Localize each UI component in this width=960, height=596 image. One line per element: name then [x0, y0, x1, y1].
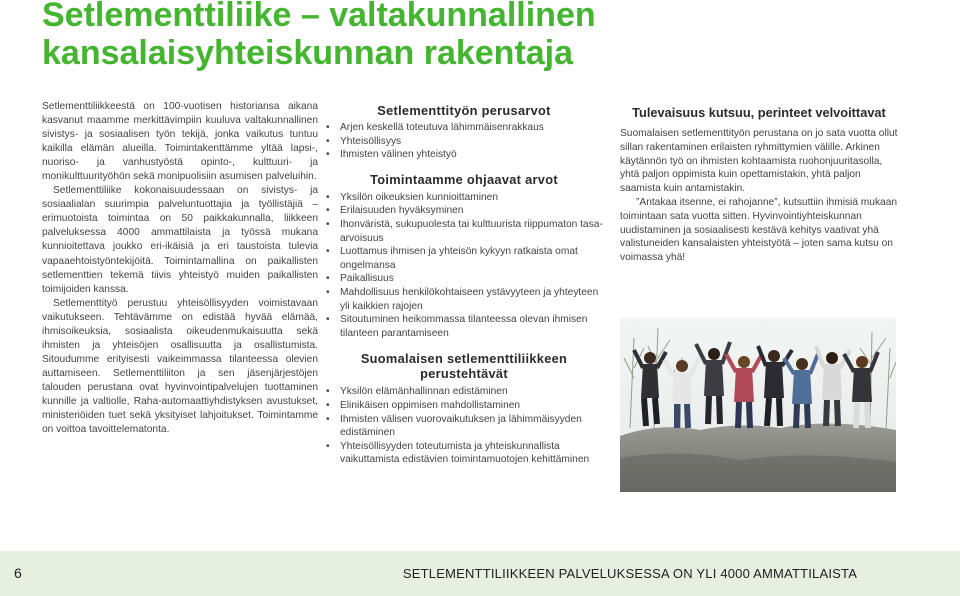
list-item: • Sitoutuminen heikommassa tilanteessa olevan ihmisen tilanteen parantamiseen	[324, 313, 604, 340]
list-item: • Elinikäisen oppimisen mahdollistaminen	[324, 399, 604, 413]
list-item: • Ihmisten välisen vuorovaikutuksen ja lähimmäisyyden edistäminen	[324, 413, 604, 440]
list-item: • Ihmisten välinen yhteistyö	[324, 148, 604, 162]
group-jumping-photo	[620, 318, 896, 492]
list-item: • Yhteisöllisyyden toteutumista ja yhteiskunnallista vaikuttamista edistävien toimintamuotojen kehittäminen	[324, 440, 604, 467]
principles-list	[324, 191, 604, 341]
values-heading: Setlementtityön perusarvot	[377, 103, 551, 118]
future-paragraph-1: Suomalaisen setlementtityön perustana on jo sata vuotta ollut sillan rakentaminen erilaisten ryhmittymien välille. Arkinen käytännön työ on ihmisten kohtaamista ruohonjuuritasolla, yhtä paljon oppimista kuin opettamistakin, yhtä paljon saamista kuin antamistakin.	[620, 128, 898, 195]
tasks-list	[324, 385, 604, 467]
intro-column	[42, 100, 318, 437]
footer-caption: SETLEMENTTILIIKKEEN PALVELUKSESSA ON YLI 4000 AMMATTILAISTA	[402, 566, 858, 581]
list-item: • Arjen keskellä toteutuva lähimmäisenrakkaus	[324, 121, 604, 135]
page-number: 6	[14, 565, 22, 581]
list-item: • Mahdollisuus henkilökohtaiseen ystävyyteen ja yhteyteen yli kaikkien rajojen	[324, 286, 604, 313]
footer-band	[0, 551, 960, 596]
intro-paragraph-1: Setlementtiliikkeestä on 100-vuotisen historiansa aikana kasvanut maamme merkittävimpiin kuuluva valtakunnallinen sivistys- ja sosiaalisen työn tekijä, jonka vaikutus tuntuu kaikilla elämän alueilla. Toimintakenttämme yltää lapsi-, nuoriso- ja vanhustyöstä opinto-, kulttuuri- ja monikulttuurityöhön sekä monipuolisiin asumisen palveluihin.	[42, 101, 318, 183]
tasks-heading: Suomalaisen setlementtiliikkeen perustehtävät	[360, 351, 568, 382]
list-item: • Yhteisöllisyys	[324, 135, 604, 149]
list-item: • Paikallisuus	[324, 272, 604, 286]
future-paragraph-2: ”Antakaa itsenne, ei rahojanne”, kutsuttiin ihmisiä mukaan toimintaan sata vuotta sitten. Hyvinvointiyhteiskunnan uudistaminen ja sosiaalisesti kestävä kehitys vaativat yhä valistuneiden kansalaisten yhteistyötä – joten sama kutsu on voimassa yhä!	[620, 196, 898, 264]
page-title: Setlementtiliike – valtakunnallinen kansalaisyhteiskunnan rakentaja	[42, 0, 596, 72]
values-column	[324, 103, 604, 467]
values-list	[324, 121, 604, 162]
intro-paragraph-2: Setlementtiliike kokonaisuudessaan on sivistys- ja sosiaalialan suurimpia palveluntuottajia ja työllistäjiä – erimuotoista toimintaa on 50 paikkakunnalla, liikkeen palveluksessa 4000 ammattilaista ja työssä mukana kunnioitettava joukko eri-ikäisiä ja eri taustoista tulevia vapaaehtoistyöntekijöitä. Toimintamallina on paikallisten setlementtien tekemä tiivis yhteistyö muiden paikallisten toimijoiden kanssa.	[42, 185, 318, 295]
future-heading: Tulevaisuus kutsuu, perinteet velvoittavat	[632, 105, 886, 120]
principles-heading: Toimintaamme ohjaavat arvot	[370, 171, 558, 187]
list-item: • Yksilön elämänhallinnan edistäminen	[324, 385, 604, 399]
future-column	[620, 105, 898, 265]
list-item: • Yksilön oikeuksien kunnioittaminen	[324, 191, 604, 205]
list-item: • Luottamus ihmisen ja yhteisön kykyyn ratkaista omat ongelmansa	[324, 245, 604, 272]
intro-paragraph-3: Setlementtityö perustuu yhteisöllisyyden voimistavaan vaikutukseen. Tehtävämme on edistää hyvää elämää, ihmisoikeuksia, sosiaalista oikeudenmukaisuutta sekä ihmisten ja yhteisöjen osallisuutta ja osallistumista. Sitoudumme erityisesti vaikeimmassa tilanteessa olevien auttamiseen. Setlementtiliiton ja sen jäsenjärjestöjen talouden perustana ovat hyvinvointipalvelujen tuottaminen kunnille ja valtiolle, Raha-automaattiyhdistyksen avustukset, ministeriöiden tuet sekä yksityiset lahjoitukset. Toimintamme on voittoa tavoittelematonta.	[42, 297, 318, 436]
list-item: • Erilaisuuden hyväksyminen	[324, 204, 604, 218]
list-item: • Ihonväristä, sukupuolesta tai kulttuurista riippumaton tasa-arvoisuus	[324, 218, 604, 245]
